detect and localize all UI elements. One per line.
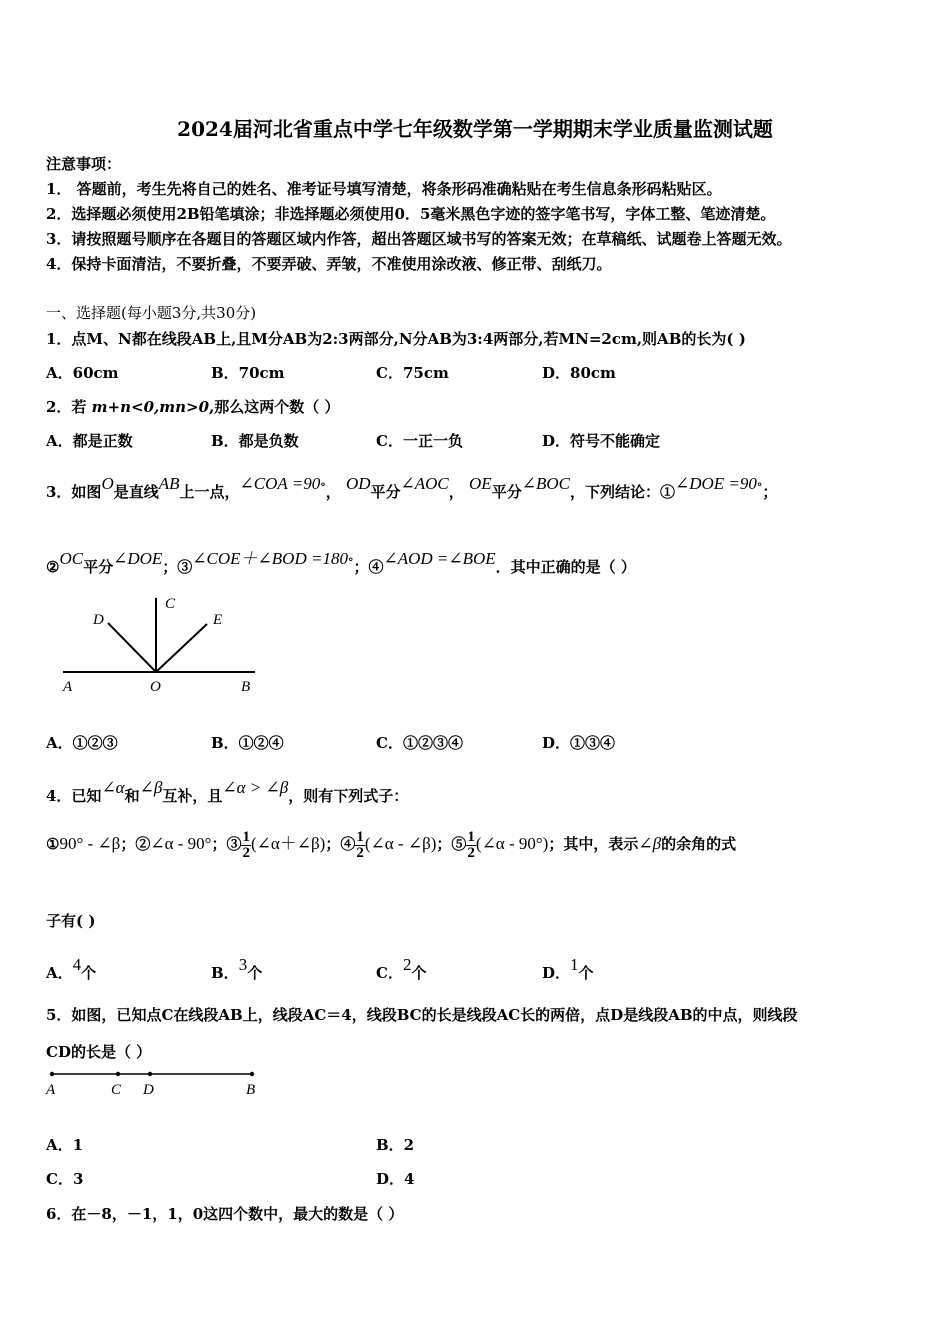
q5-option-d: D．4 (376, 1170, 415, 1188)
q1-option-a: A．60cm (46, 364, 119, 382)
q2-option-c: C．一正一负 (376, 432, 463, 450)
q2-option-b: B．都是负数 (211, 432, 299, 450)
q1-option-c: C．75cm (376, 364, 449, 382)
label-a: A (63, 679, 73, 695)
q3-option-a: A．①②③ (46, 734, 118, 752)
section-heading: 一、选择题(每小题3分,共30分) (46, 304, 257, 322)
q3-stem-line1: 3．如图O是直线AB上一点，∠COA =90°， OD平分∠AOC， OE平分∠BOC，下列结论：①∠DOE =90°； (46, 474, 778, 501)
notice-item: 3．请按照题号顺序在各题目的答题区域内作答，超出答题区域书写的答案无效；在草稿纸、试题卷上答题无效。 (46, 230, 792, 248)
q1-option-d: D．80cm (542, 364, 616, 382)
q4-option-b: B．3个 (211, 955, 263, 982)
q5-option-b: B．2 (376, 1136, 415, 1154)
label-o: O (150, 679, 161, 695)
notice-item: 4．保持卡面清洁，不要折叠，不要弄破、弄皱，不准使用涂改液、修正带、刮纸刀。 (46, 255, 612, 273)
label-d: D (143, 1082, 154, 1098)
q4-option-c: C．2个 (376, 955, 427, 982)
notice-item: 2．选择题必须使用2B铅笔填涂；非选择题必须使用0．5毫米黑色字迹的签字笔书写，字体工整、笔迹清楚。 (46, 205, 776, 223)
q4-stem-line2: ①90° - ∠β；②∠α - 90°；③ $\frac{1}{2}$ (∠α＋∠β)；④ $\frac{1}{2}$ (∠α - ∠β)；⑤ $\frac{1}{2}$ (∠α - 90°)；其中，表示∠β的余角的式 (46, 828, 737, 861)
q1-stem: 1．点M、N都在线段AB上,且M分AB为2:3两部分,N分AB为3:4两部分,若MN=2cm,则AB的长为( ) (46, 330, 746, 348)
q1-option-b: B．70cm (211, 364, 285, 382)
q5-option-a: A．1 (46, 1136, 84, 1154)
q3-stem-line2: ②OC平分∠DOE；③∠COE＋∠BOD =180°；④∠AOD =∠BOE．其中正确的是（ ） (46, 549, 636, 576)
q2-option-a: A．都是正数 (46, 432, 133, 450)
q3-option-c: C．①②③④ (376, 734, 463, 752)
q3-option-d: D．①③④ (542, 734, 616, 752)
label-a: A (46, 1082, 56, 1098)
label-c: C (165, 596, 176, 612)
point-b (250, 1072, 254, 1076)
label-b: B (241, 679, 251, 695)
q5-stem-line1: 5．如图，已知点C在线段AB上，线段AC＝4，线段BC的长是线段AC长的两倍，点D是线段AB的中点，则线段 (46, 1006, 798, 1024)
q4-option-d: D．1个 (542, 955, 594, 982)
label-d: D (93, 612, 104, 628)
point-a (50, 1072, 54, 1076)
page-title: 2024届河北省重点中学七年级数学第一学期期末学业质量监测试题 (177, 117, 773, 141)
q5-stem-line2: CD的长是（ ） (46, 1043, 152, 1061)
q5-option-c: C．3 (46, 1170, 84, 1188)
ray-od (108, 623, 156, 672)
ray-oe (156, 624, 207, 672)
q2-option-d: D．符号不能确定 (542, 432, 661, 450)
q4-option-a: A．4个 (46, 955, 97, 982)
q3-figure (55, 588, 265, 698)
q4-stem-line1: 4．已知∠α和∠β互补，且∠α > ∠β，则有下列式子： (46, 778, 409, 805)
point-d (148, 1072, 152, 1076)
label-e: E (213, 612, 223, 628)
q3-option-b: B．①②④ (211, 734, 284, 752)
point-c (116, 1072, 120, 1076)
notice-heading: 注意事项： (46, 155, 122, 173)
q6-stem: 6．在－8，－1，1，0这四个数中，最大的数是（ ） (46, 1205, 404, 1223)
label-c: C (111, 1082, 122, 1098)
q5-figure (40, 1066, 270, 1100)
q4-stem-line3: 子有( ) (46, 912, 96, 930)
notice-item: 1． 答题前，考生先将自己的姓名、准考证号填写清楚，将条形码准确粘贴在考生信息条形码粘贴区。 (46, 180, 722, 198)
q2-stem: 2．若 m+n<0,mn>0,那么这两个数（ ） (46, 398, 340, 416)
label-b: B (246, 1082, 256, 1098)
